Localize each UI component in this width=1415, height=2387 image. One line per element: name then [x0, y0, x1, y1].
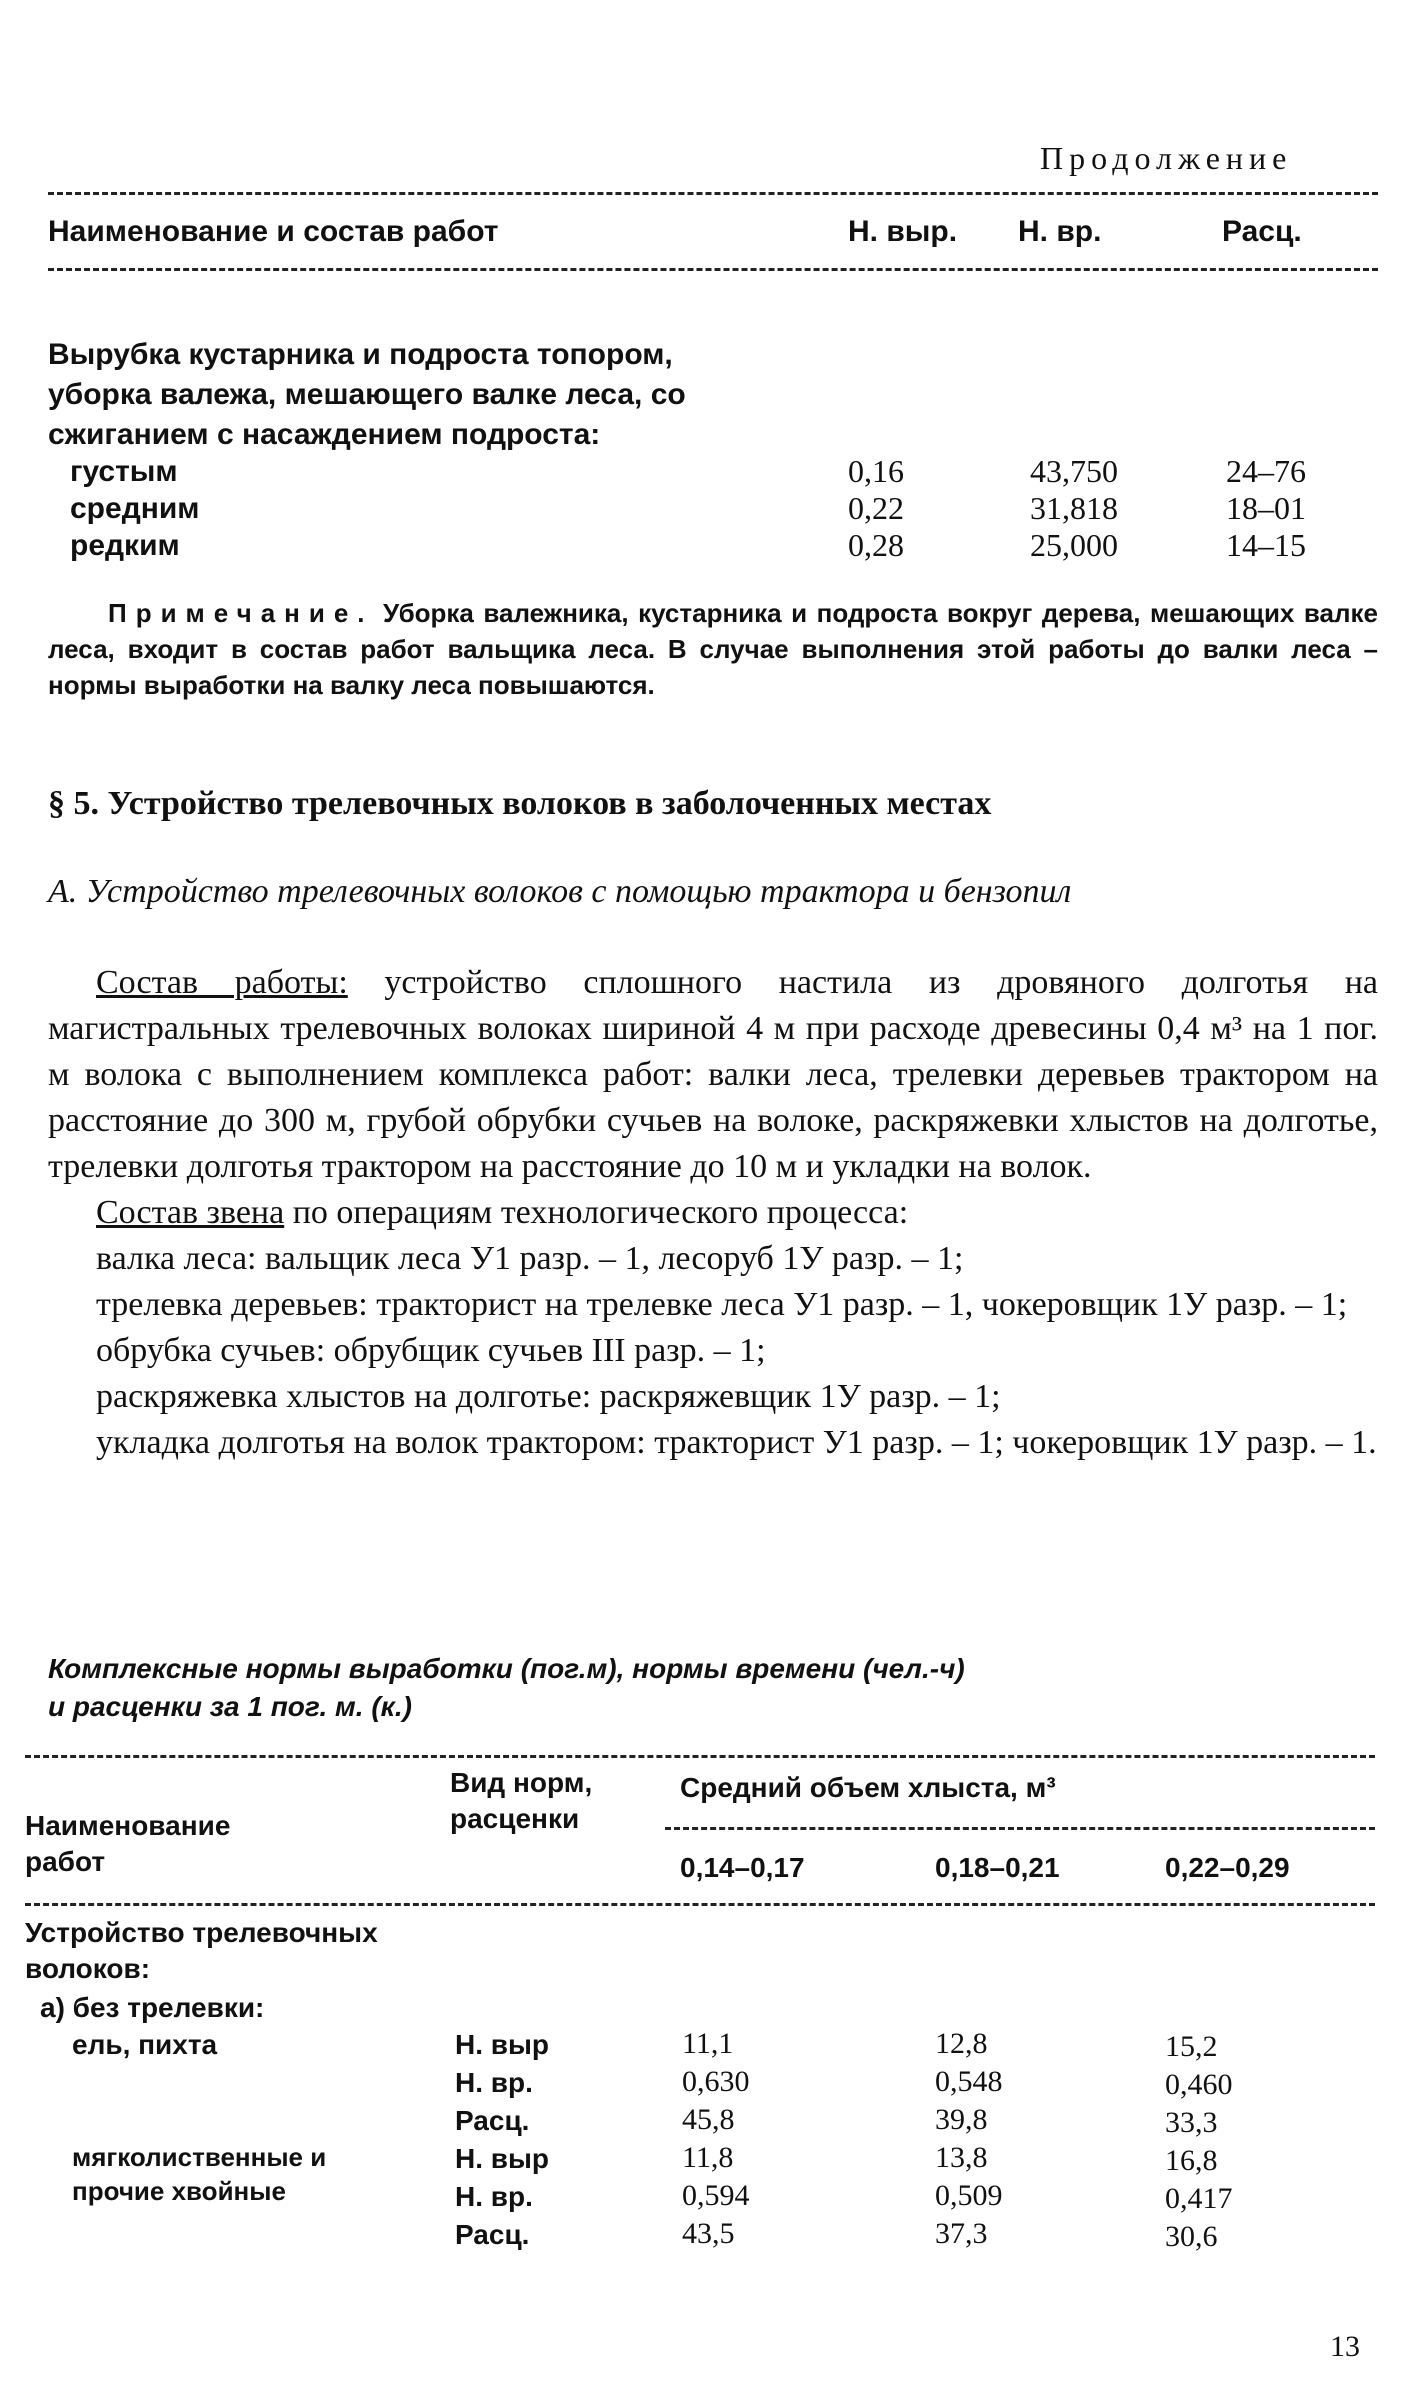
- table1-row-nvyr: 0,22: [848, 490, 904, 526]
- table1-row-nvr: 31,818: [1030, 490, 1118, 526]
- table2-caption-line: Комплексные нормы выработки (пог.м), нормы времени (чел.-ч): [48, 1653, 965, 1684]
- table2-group-title: Устройство трелевочных волоков:: [25, 1917, 378, 1984]
- table1-col-nvr: Н. вр.: [1018, 215, 1102, 248]
- table2-head-col: 0,14–0,17: [680, 1852, 805, 1883]
- crew-line: раскряжевка хлыстов на долготье: раскряжевщик 1У разр. – 1;: [96, 1378, 1001, 1415]
- table1-row-rasc: 14–15: [1226, 527, 1306, 563]
- species-name: мягколиственные и прочие хвойные: [72, 2142, 327, 2206]
- norm-kind: Расц.: [455, 2105, 530, 2136]
- table-cell: 43,5: [682, 2217, 735, 2250]
- crew-composition-label: Состав звена: [96, 1194, 285, 1231]
- table1-row-nvyr: 0,16: [848, 453, 904, 489]
- norm-kind: Н. вр.: [455, 2067, 533, 2098]
- table1-row-nvyr: 0,28: [848, 527, 904, 563]
- crew-composition-text: по операциям технологического процесса:: [284, 1194, 909, 1231]
- table1-row-nvr: 43,750: [1030, 453, 1118, 489]
- table-cell: 0,417: [1165, 2182, 1233, 2215]
- species-name: ель, пихта: [72, 2029, 218, 2060]
- table-cell: 0,509: [935, 2179, 1003, 2212]
- crew-line: трелевка деревьев: тракторист на трелевке леса У1 разр. – 1, чокеровщик 1У разр. – 1;: [96, 1286, 1348, 1323]
- table1-work-title: Вырубка кустарника и подроста топором, уборка валежа, мешающего валке леса, со сжиганием с насаждением подроста:: [48, 338, 686, 451]
- norm-kind: Н. вр.: [455, 2181, 533, 2212]
- norm-kind: Н. выр: [455, 2029, 550, 2060]
- table-cell: 0,548: [935, 2065, 1003, 2098]
- table-cell: 30,6: [1165, 2220, 1218, 2253]
- note-label: Примечание.: [108, 598, 374, 628]
- norm-kind: Расц.: [455, 2219, 530, 2250]
- table2-head-group: Средний объем хлыста, м³: [680, 1772, 1056, 1803]
- table1-header-rule: [48, 268, 1378, 271]
- table1-row-name: средним: [70, 492, 200, 525]
- table2-head-col: 0,22–0,29: [1165, 1852, 1290, 1883]
- work-description: [48, 960, 1378, 1466]
- table-cell: 11,1: [682, 2027, 734, 2060]
- table2-header-rule: [25, 1903, 1375, 1906]
- crew-line: обрубка сучьев: обрубщик сучьев III разр. – 1;: [96, 1332, 766, 1369]
- table2-top-rule: [25, 1755, 1375, 1758]
- page-number: 13: [1330, 2330, 1360, 2363]
- table1-col-nvyr: Н. выр.: [848, 215, 958, 248]
- table-cell: 0,594: [682, 2179, 750, 2212]
- table-cell: 12,8: [935, 2027, 988, 2060]
- work-composition-paragraph: [48, 960, 1378, 1190]
- table2-caption-line: и расценки за 1 пог. м. (к.): [48, 1691, 412, 1722]
- table1-row-rasc: 24–76: [1226, 453, 1306, 489]
- table1-row-name: густым: [70, 455, 178, 488]
- table-cell: 45,8: [682, 2103, 735, 2136]
- section-subtitle: А. Устройство трелевочных волоков с помощью трактора и бензопил: [48, 873, 1072, 910]
- section-title: § 5. Устройство трелевочных волоков в заболоченных местах: [48, 785, 992, 822]
- table-cell: 11,8: [682, 2141, 734, 2174]
- continuation-label: Продолжение: [1040, 140, 1293, 176]
- table-cell: 0,460: [1165, 2068, 1233, 2101]
- note-text: Уборка валежника, кустарника и подроста вокруг дерева, мешающих валке леса, входит в состав работ вальщика леса. В случае выполнения этой работы до валки леса – нормы выработки на валку леса повышаются.: [48, 598, 1378, 700]
- table1-row-name: редким: [70, 529, 180, 562]
- table-cell: 39,8: [935, 2103, 988, 2136]
- note: [48, 595, 1378, 703]
- table1-row-nvr: 25,000: [1030, 527, 1118, 563]
- crew-line: укладка долготья на волок трактором: тракторист У1 разр. – 1; чокеровщик 1У разр. – 1.: [96, 1424, 1377, 1461]
- table1-top-rule: [48, 192, 1378, 195]
- crew-composition-paragraph: [48, 1190, 1378, 1236]
- table1-col-name: Наименование и состав работ: [48, 215, 499, 248]
- table2-head-name: Наименование работ: [25, 1810, 231, 1877]
- table-cell: 37,3: [935, 2217, 988, 2250]
- table2-head-kind: Вид норм, расценки: [450, 1767, 593, 1834]
- table1-row-rasc: 18–01: [1226, 490, 1306, 526]
- crew-line: валка леса: вальщик леса У1 разр. – 1, лесоруб 1У разр. – 1;: [96, 1240, 964, 1277]
- table2-head-col: 0,18–0,21: [935, 1852, 1060, 1883]
- table-cell: 33,3: [1165, 2106, 1218, 2139]
- table2-group-rule: [665, 1827, 1375, 1830]
- work-composition-label: Состав работы:: [96, 964, 348, 1001]
- norm-kind: Н. выр: [455, 2143, 550, 2174]
- table2-caption: [48, 1650, 1148, 1726]
- table-cell: 15,2: [1165, 2030, 1218, 2063]
- table-cell: 13,8: [935, 2141, 988, 2174]
- table-cell: 0,630: [682, 2065, 750, 2098]
- table-cell: 16,8: [1165, 2144, 1218, 2177]
- work-composition-text: устройство сплошного настила из дровяного долготья на магистральных трелевочных волоках шириной 4 м при расходе древесины 0,4 м³ на 1 пог. м волока с выполнением комплекса работ: валки леса, трелевки деревьев трактором на расстояние до 300 м, грубой обрубки сучьев на волоке, раскряжевки хлыстов на долготье, трелевки долготья трактором на расстояние до 10 м и укладки на волок.: [48, 964, 1379, 1185]
- table1-col-rasc: Расц.: [1222, 215, 1302, 248]
- table2-subgroup-title: а) без трелевки:: [40, 1992, 265, 2023]
